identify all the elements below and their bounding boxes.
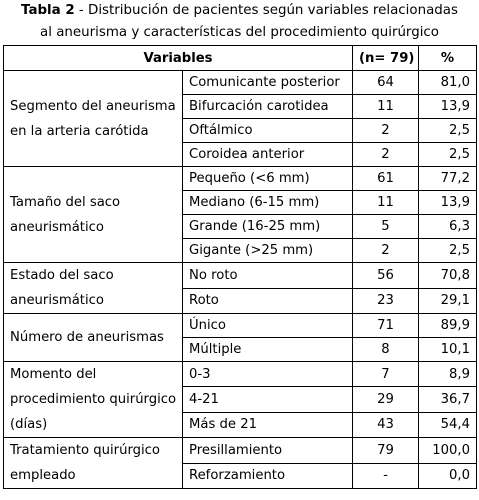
header-n: (n= 79) <box>353 46 419 71</box>
row-count: 7 <box>353 362 419 387</box>
row-category: Gigante (>25 mm) <box>183 239 353 263</box>
caption-text-1: - Distribución de pacientes según variables relacionadas <box>74 3 458 18</box>
group-label: Estado del saco aneurismático <box>4 263 183 314</box>
row-percent: 0,0 <box>419 463 477 489</box>
header-row <box>4 46 477 71</box>
table-row <box>4 263 477 289</box>
row-percent: 81,0 <box>419 71 477 95</box>
row-count: 2 <box>353 119 419 143</box>
row-count: 2 <box>353 239 419 263</box>
row-category: Mediano (6-15 mm) <box>183 191 353 215</box>
table-caption <box>0 0 479 44</box>
row-percent: 89,9 <box>419 314 477 338</box>
table-row <box>4 438 477 464</box>
row-percent: 13,9 <box>419 191 477 215</box>
row-category: 4-21 <box>183 387 353 412</box>
row-count: 43 <box>353 412 419 437</box>
row-category: Más de 21 <box>183 412 353 437</box>
data-table <box>3 45 477 489</box>
table-body <box>4 71 477 489</box>
row-count: 2 <box>353 143 419 167</box>
caption-line-2: al aneurisma y características del procedimiento quirúrgico <box>40 25 439 40</box>
row-percent: 2,5 <box>419 119 477 143</box>
row-category: Oftálmico <box>183 119 353 143</box>
table-row <box>4 71 477 95</box>
row-category: Múltiple <box>183 338 353 362</box>
row-percent: 70,8 <box>419 263 477 289</box>
table-row <box>4 314 477 338</box>
row-count: 8 <box>353 338 419 362</box>
table-row <box>4 167 477 191</box>
group-label: Segmento del aneurisma en la arteria carótida <box>4 71 183 167</box>
row-percent: 2,5 <box>419 239 477 263</box>
group-label: Momento del procedimiento quirúrgico (días) <box>4 362 183 438</box>
header-percent: % <box>419 46 477 71</box>
row-category: Roto <box>183 288 353 314</box>
row-count: - <box>353 463 419 489</box>
row-count: 23 <box>353 288 419 314</box>
row-percent: 54,4 <box>419 412 477 437</box>
row-count: 64 <box>353 71 419 95</box>
group-label: Tamaño del saco aneurismático <box>4 167 183 263</box>
row-category: Coroidea anterior <box>183 143 353 167</box>
row-count: 56 <box>353 263 419 289</box>
row-count: 79 <box>353 438 419 464</box>
row-category: Reforzamiento <box>183 463 353 489</box>
row-count: 71 <box>353 314 419 338</box>
row-count: 29 <box>353 387 419 412</box>
table-row <box>4 362 477 387</box>
row-percent: 13,9 <box>419 95 477 119</box>
row-count: 11 <box>353 191 419 215</box>
row-category: Único <box>183 314 353 338</box>
group-label: Tratamiento quirúrgico empleado <box>4 438 183 489</box>
row-category: Pequeño (<6 mm) <box>183 167 353 191</box>
row-count: 5 <box>353 215 419 239</box>
row-category: Presillamiento <box>183 438 353 464</box>
row-category: Comunicante posterior <box>183 71 353 95</box>
row-count: 61 <box>353 167 419 191</box>
row-percent: 8,9 <box>419 362 477 387</box>
header-variables: Variables <box>4 46 353 71</box>
row-percent: 10,1 <box>419 338 477 362</box>
row-category: Bifurcación carotidea <box>183 95 353 119</box>
caption-line-1 <box>0 0 479 22</box>
row-category: No roto <box>183 263 353 289</box>
row-percent: 29,1 <box>419 288 477 314</box>
row-percent: 77,2 <box>419 167 477 191</box>
row-count: 11 <box>353 95 419 119</box>
row-category: Grande (16-25 mm) <box>183 215 353 239</box>
row-percent: 2,5 <box>419 143 477 167</box>
group-label: Número de aneurismas <box>4 314 183 362</box>
row-category: 0-3 <box>183 362 353 387</box>
row-percent: 100,0 <box>419 438 477 464</box>
row-percent: 36,7 <box>419 387 477 412</box>
row-percent: 6,3 <box>419 215 477 239</box>
caption-label: Tabla 2 <box>21 3 75 18</box>
